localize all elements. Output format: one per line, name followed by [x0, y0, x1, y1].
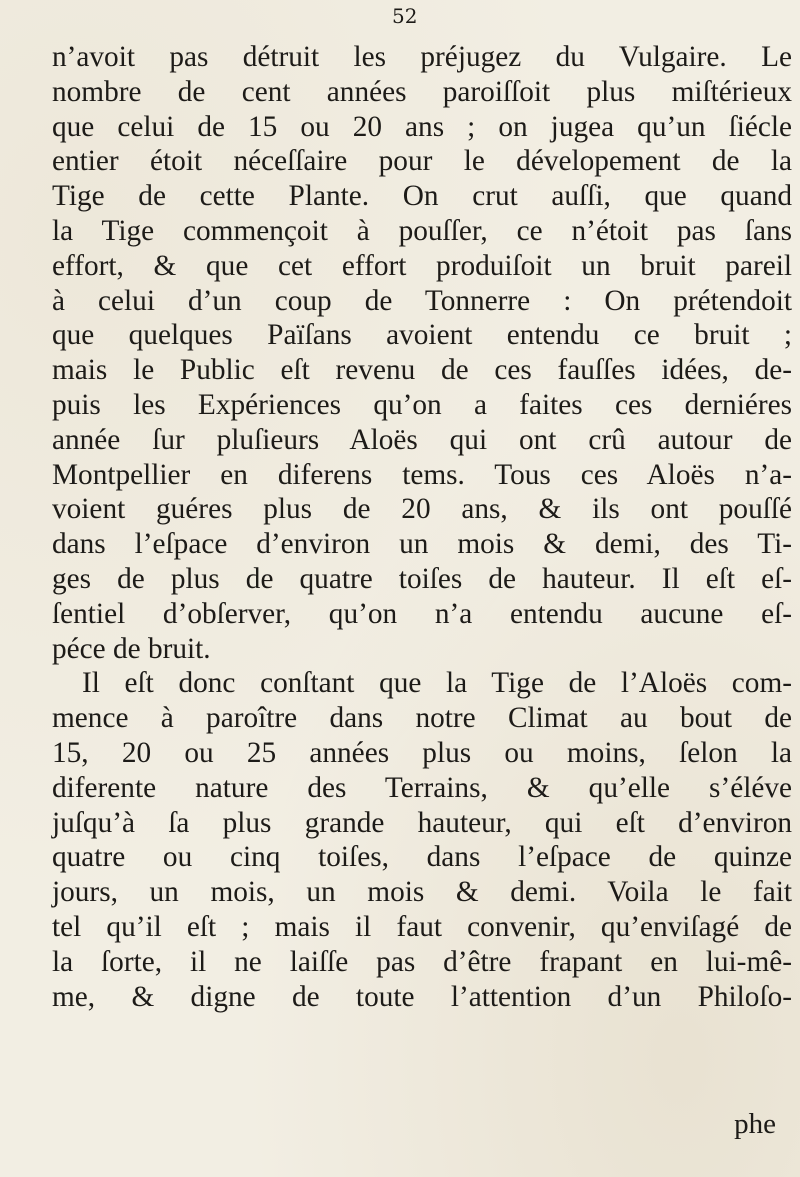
text-line: Montpellier en diferens tems. Tous ces Aloës n’a-: [52, 458, 792, 491]
text-line: nombre de cent années paroiſſoit plus miſtérieux: [52, 75, 792, 108]
text-line: mence à paroître dans notre Climat au bout de: [52, 702, 792, 735]
text-line: dans l’eſpace d’environ un mois & demi, des Ti-: [52, 528, 792, 561]
text-line: la ſorte, il ne laiſſe pas d’être frapant en lui-mê-: [52, 945, 792, 978]
text-line: n’avoit pas détruit les préjugez du Vulgaire. Le: [52, 41, 792, 73]
text-line: année ſur pluſieurs Aloës qui ont crû autour de: [52, 423, 792, 456]
text-line: mais le Public eſt revenu de ces fauſſes idées, de-: [52, 354, 792, 387]
body-text: [52, 40, 792, 1014]
text-line: tel qu’il eſt ; mais il faut convenir, qu’enviſagé de: [52, 910, 792, 943]
text-line: la Tige commençoit à pouſſer, ce n’étoit pas ſans: [52, 214, 792, 247]
text-line: puis les Expériences qu’on a faites ces derniéres: [52, 388, 792, 421]
text-line: quatre ou cinq toiſes, dans l’eſpace de quinze: [52, 841, 792, 874]
text-line: entier étoit néceſſaire pour le dévelopement de la: [52, 145, 792, 178]
text-line: diferente nature des Terrains, & qu’elle s’éléve: [52, 771, 792, 804]
text-line: jours, un mois, un mois & demi. Voila le fait: [52, 876, 792, 909]
text-line: à celui d’un coup de Tonnerre : On prétendoit: [52, 284, 792, 317]
text-line: juſqu’à ſa plus grande hauteur, qui eſt d’environ: [52, 806, 792, 839]
text-line: que quelques Païſans avoient entendu ce bruit ;: [52, 319, 792, 352]
text-line: me, & digne de toute l’attention d’un Philoſo-: [52, 980, 792, 1013]
text-line: voient guéres plus de 20 ans, & ils ont pouſſé: [52, 493, 792, 526]
text-line: ſentiel d’obſerver, qu’on n’a entendu aucune eſ-: [52, 597, 792, 630]
text-line: ges de plus de quatre toiſes de hauteur. Il eſt eſ-: [52, 562, 792, 595]
text-line: effort, & que cet effort produiſoit un bruit pareil: [52, 249, 792, 282]
text-line: que celui de 15 ou 20 ans ; on jugea qu’un ſiécle: [52, 110, 792, 143]
text-line: péce de bruit.: [52, 632, 211, 665]
text-line: 15, 20 ou 25 années plus ou moins, ſelon la: [52, 736, 792, 769]
text-line: Tige de cette Plante. On crut auſſi, que quand: [52, 180, 792, 213]
paragraph-start-line: Il eſt donc conſtant que la Tige de l’Aloës com-: [82, 667, 792, 700]
catchword: phe: [734, 1108, 776, 1140]
page-number: 52: [392, 4, 418, 28]
